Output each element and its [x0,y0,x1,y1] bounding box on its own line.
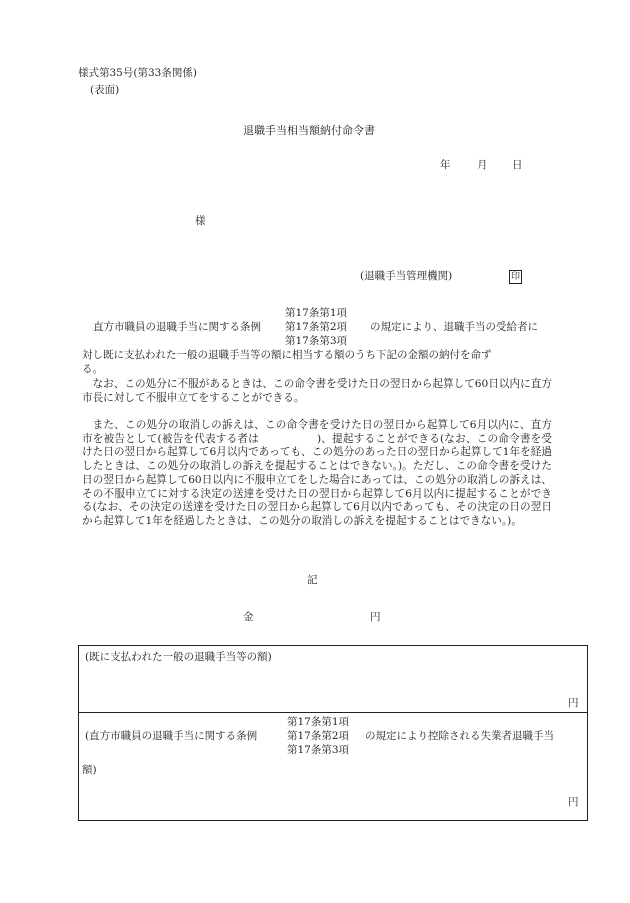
issuer-label: (退職手当管理機関) [360,270,453,282]
paid-amount-unit: 円 [568,697,579,709]
form-number: 様式第35号(第33条関係) [78,67,197,79]
date-month: 月 [477,159,488,171]
paragraph-appeal [82,378,552,405]
amount-table [78,645,588,821]
seal-mark [509,270,522,284]
article-option-2: 第17条第2項 [285,321,348,333]
deduction-article-3: 第17条第3項 [287,744,350,756]
body-intro-prefix: 直方市職員の退職手当に関する条例 [93,321,261,333]
seal-box: 印 [510,272,520,282]
page-title: 退職手当相当額納付命令書 [243,124,375,137]
article-option-3: 第17条第3項 [285,335,348,347]
lawsuit-text-a: また、この処分の取消しの訴えは、この命令書を受けた日の翌日から起算して6月以内に、直方市を被告として(被告を代表する者は [82,419,552,445]
deduction-prefix: (直方市職員の退職手当に関する条例 [85,730,258,742]
table-row-deduction [79,713,587,820]
table-row-paid-amount [79,646,587,713]
body-line2: 対し既に支払われた一般の退職手当等の額に相当する額のうち下記の金額の納付を命ず [82,349,492,361]
paid-amount-label: (既に支払われた一般の退職手当等の額) [85,651,272,663]
date-day: 日 [512,159,523,171]
paragraph-appeal-text: なお、この処分に不服があるときは、この命令書を受けた日の翌日から起算して60日以内に直方市長に対して不服申立てをすることができる。 [82,378,552,404]
paragraph-lawsuit [82,419,552,529]
article-option-1: 第17条第1項 [285,307,348,319]
deduction-article-2: 第17条第2項 [287,730,350,742]
ki-mark: 記 [307,574,318,586]
lawsuit-text-b: )、提起することができる(なお、この命令書を受けた日の翌日から起算して6月以内であっても、この処分のあった日の翌日から起算して1年を経過したときは、この処分の取消しの訴えを提起することはできない。)。ただし、この命令書を受けた日の翌日から起算して60日以内に不服申立てをした場合にあっては、この処分の取消しの訴えは、その不服申立てに対する決定の送達を受けた日の翌日から起算して6月以内に提起することができる(なお、その決定の送達を受けた日の翌日から起算して6月以内であっても、その決定の日の翌日から起算して1年を経過したときは、この処分の取消しの訴えを提起することはできない。)。 [82,432,553,527]
deduction-tail: 額) [82,764,97,776]
body-intro-suffix: の規定により、退職手当の受給者に [370,321,538,333]
paragraph-lawsuit-text [82,419,552,529]
body-line3: る。 [82,363,103,375]
deduction-suffix: の規定により控除される失業者退職手当 [365,730,554,742]
amount-yen: 円 [370,611,381,623]
amount-kin: 金 [243,611,254,623]
addressee-suffix: 様 [195,215,206,227]
deduction-article-1: 第17条第1項 [287,716,350,728]
form-side-label: (表面) [90,84,120,96]
deduction-unit: 円 [568,796,579,808]
date-year: 年 [440,159,451,171]
